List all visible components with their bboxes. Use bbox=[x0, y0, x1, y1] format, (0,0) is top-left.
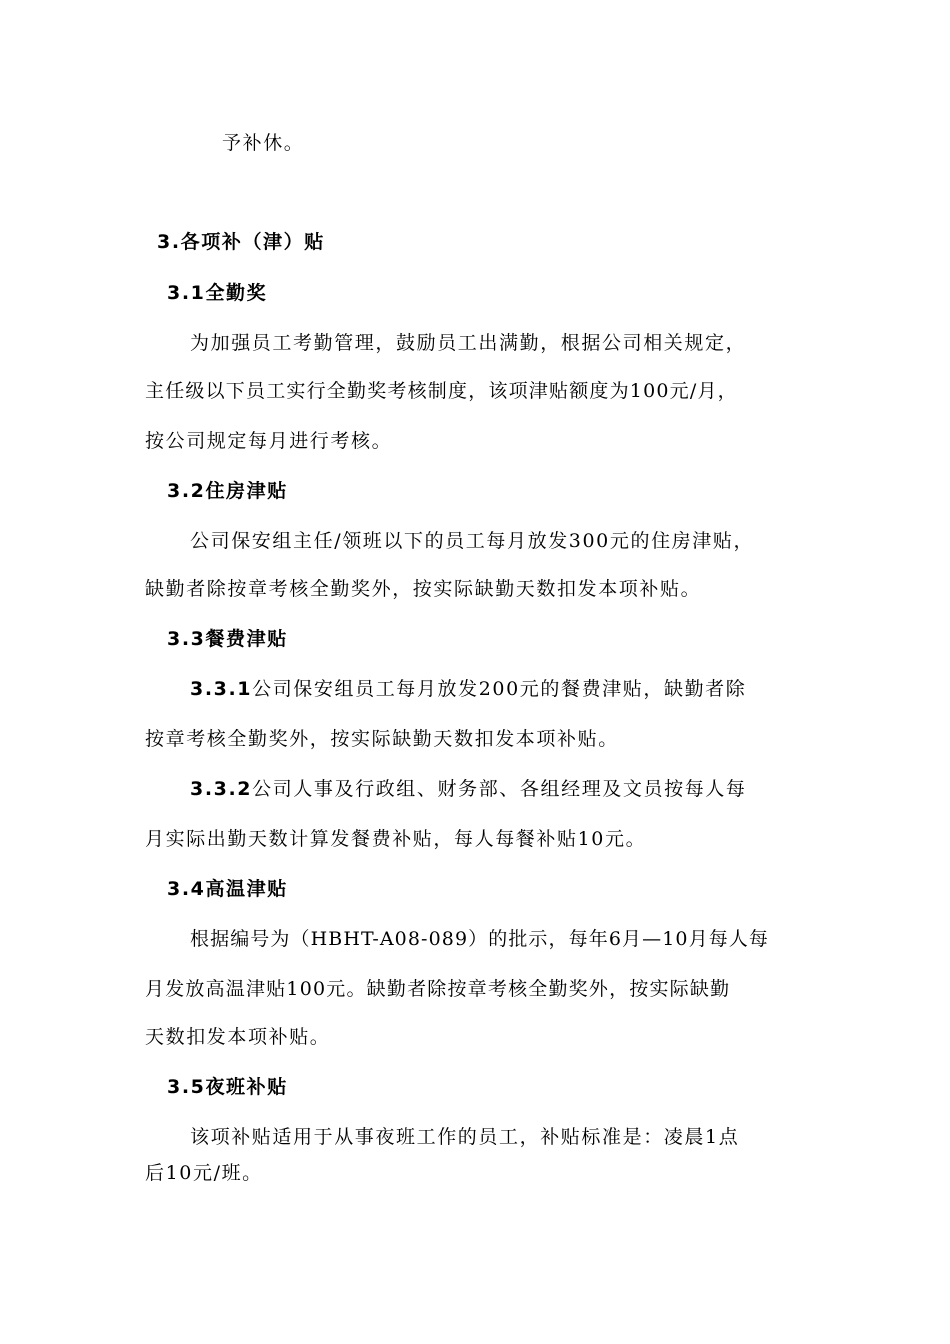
section-3-3-heading: 3.3餐费津贴 bbox=[167, 628, 288, 650]
section-3-1-line-3: 按公司规定每月进行考核。 bbox=[145, 430, 393, 452]
section-3-3-2-line-1 bbox=[190, 776, 747, 802]
section-3-5-heading: 3.5夜班补贴 bbox=[167, 1076, 288, 1098]
section-3-2-heading: 3.2住房津贴 bbox=[167, 480, 288, 502]
section-3-5-line-1: 该项补贴适用于从事夜班工作的员工，补贴标准是：凌晨1点 bbox=[190, 1126, 740, 1148]
section-3-1-line-2: 主任级以下员工实行全勤奖考核制度，该项津贴额度为100元/月， bbox=[145, 380, 738, 402]
section-3-1-line-1: 为加强员工考勤管理，鼓励员工出满勤，根据公司相关规定， bbox=[190, 332, 747, 354]
section-3-3-1-line-2: 按章考核全勤奖外，按实际缺勤天数扣发本项补贴。 bbox=[145, 728, 619, 750]
section-3-3-1-number: 3.3.1 bbox=[190, 678, 253, 700]
section-3-3-2-number: 3.3.2 bbox=[190, 778, 253, 800]
section-3-2-line-1: 公司保安组主任/领班以下的员工每月放发300元的住房津贴， bbox=[190, 530, 755, 552]
section-3-4-line-2: 月发放高温津贴100元。缺勤者除按章考核全勤奖外，按实际缺勤 bbox=[145, 978, 731, 1000]
section-3-4-line-3: 天数扣发本项补贴。 bbox=[145, 1026, 331, 1048]
section-3-3-2-line-2: 月实际出勤天数计算发餐费补贴，每人每餐补贴10元。 bbox=[145, 828, 647, 850]
continuation-text: 予补休。 bbox=[222, 132, 305, 154]
section-3-5-line-2: 后10元/班。 bbox=[145, 1162, 263, 1184]
section-3-3-1-text: 公司保安组员工每月放发200元的餐费津贴，缺勤者除 bbox=[252, 678, 747, 700]
section-3-4-heading: 3.4高温津贴 bbox=[167, 878, 288, 900]
section-3-3-2-text: 公司人事及行政组、财务部、各组经理及文员按每人每 bbox=[252, 778, 747, 800]
section-3-3-1-line-1 bbox=[190, 676, 746, 702]
section-3-1-heading: 3.1全勤奖 bbox=[167, 282, 268, 304]
section-3-heading: 3.各项补（津）贴 bbox=[157, 231, 325, 253]
section-3-2-line-2: 缺勤者除按章考核全勤奖外，按实际缺勤天数扣发本项补贴。 bbox=[145, 578, 702, 600]
section-3-4-line-1: 根据编号为（HBHT-A08-089）的批示，每年6月—10月每人每 bbox=[190, 928, 769, 950]
